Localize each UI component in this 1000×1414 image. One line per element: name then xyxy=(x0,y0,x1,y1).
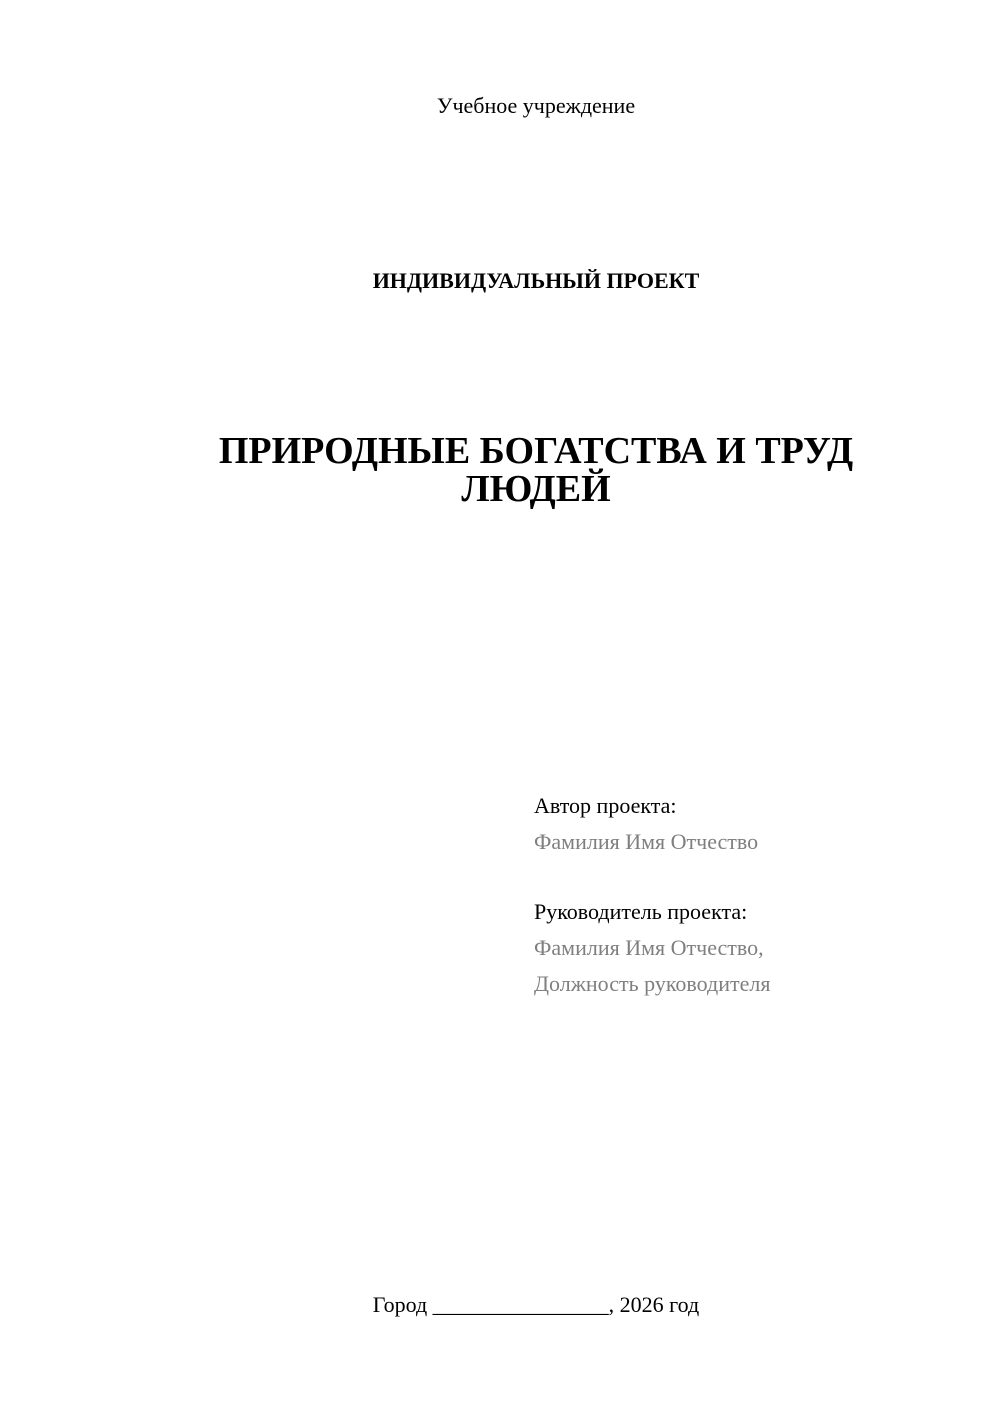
project-title-line-2: ЛЮДЕЙ xyxy=(461,468,611,510)
city-year-footer: Город ________________, 2026 год xyxy=(372,1292,700,1317)
institution-name: Учебное учреждение xyxy=(436,93,636,118)
author-label: Автор проекта: xyxy=(534,793,677,818)
supervisor-position-placeholder: Должность руководителя xyxy=(534,971,771,996)
project-title xyxy=(170,432,902,508)
document-type-heading: ИНДИВИДУАЛЬНЫЙ ПРОЕКТ xyxy=(372,268,700,293)
credits-block xyxy=(534,788,954,1002)
credits-spacer xyxy=(534,860,954,894)
author-name-placeholder: Фамилия Имя Отчество xyxy=(534,829,759,854)
supervisor-name-placeholder: Фамилия Имя Отчество, xyxy=(534,935,764,960)
supervisor-label: Руководитель проекта: xyxy=(534,899,748,924)
project-title-line-1: ПРИРОДНЫЕ БОГАТСТВА И ТРУД xyxy=(218,430,854,472)
